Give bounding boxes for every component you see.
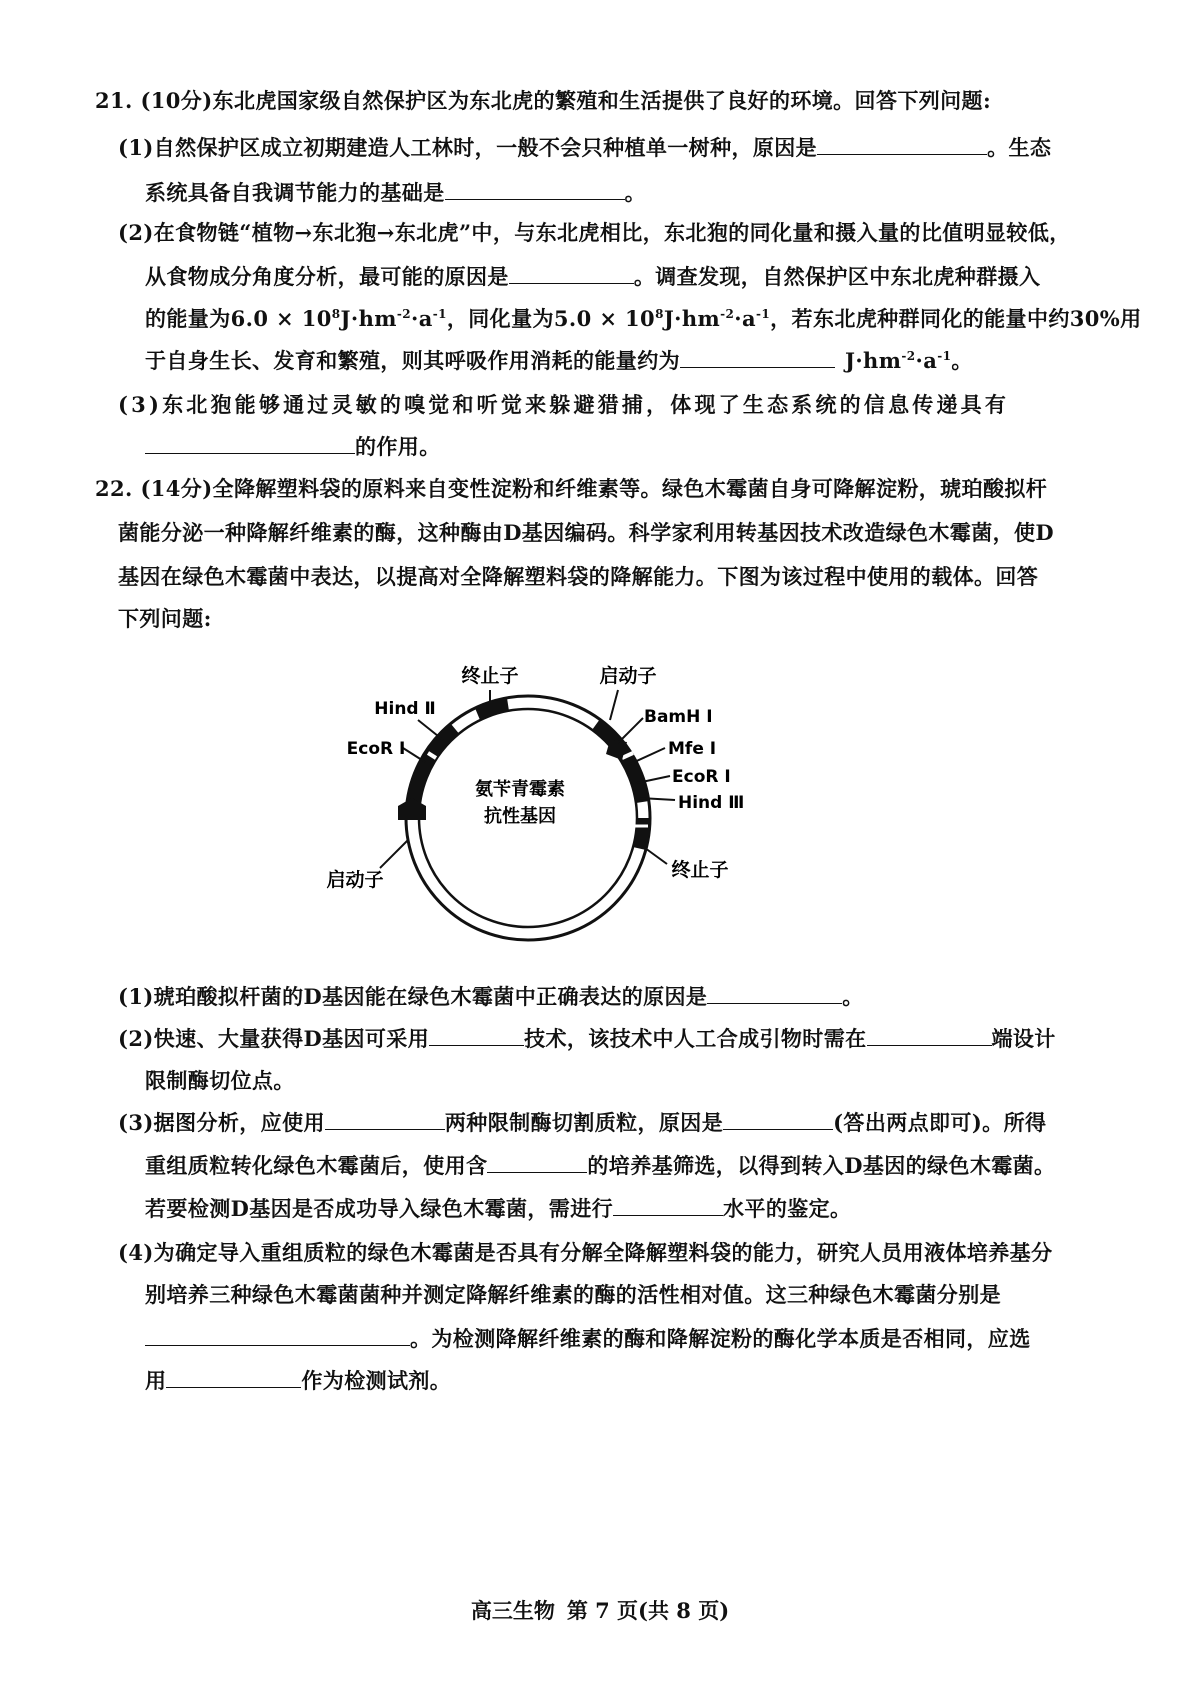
label-bamh1: BamH Ⅰ <box>644 707 713 727</box>
label-ampicillin-line2: 抗性基因 <box>484 806 556 827</box>
label-terminator-top: 终止子 <box>461 665 519 687</box>
label-terminator-right: 终止子 <box>671 859 729 881</box>
q22-part2-line2: 限制酶切位点。 <box>145 1068 295 1093</box>
label-ampicillin-line1: 氨苄青霉素 <box>475 779 565 800</box>
answer-blank[interactable] <box>145 435 355 454</box>
answer-blank[interactable] <box>867 1027 992 1046</box>
label-promoter-top: 启动子 <box>599 665 657 687</box>
q21-part1-line2: 系统具备自我调节能力的基础是 。 <box>145 180 647 205</box>
q21-part2-line1: (2)在食物链“植物→东北狍→东北虎”中，与东北虎相比，东北狍的同化量和摄入量的比值明显较低， <box>118 220 1071 245</box>
q22-part4-line1: (4)为确定导入重组质粒的绿色木霉菌是否具有分解全降解塑料袋的能力，研究人员用液体培养基分 <box>118 1240 1053 1265</box>
label-mfe1: Mfe Ⅰ <box>668 739 717 759</box>
footer-page-number: 第 7 页(共 8 页) <box>566 1598 730 1623</box>
q22-part3-line1: (3)据图分析，应使用 两种限制酶切割质粒，原因是 (答出两点即可)。所得 <box>118 1110 1047 1135</box>
plasmid-vector-diagram <box>300 650 820 980</box>
answer-blank[interactable] <box>723 1111 833 1130</box>
q22-intro-line3: 基因在绿色木霉菌中表达，以提高对全降解塑料袋的降解能力。下图为该过程中使用的载体。回答 <box>118 564 1039 589</box>
leader-line <box>403 748 425 762</box>
label-hind3: Hind Ⅲ <box>678 793 745 813</box>
q22-part4-line4: 用 作为检测试剂。 <box>145 1368 452 1393</box>
label-ecor1-left: EcoR Ⅰ <box>346 739 406 759</box>
q22-intro-line4: 下列问题: <box>118 606 212 631</box>
leader-line <box>418 720 443 740</box>
label-hind2: Hind Ⅱ <box>374 699 436 719</box>
answer-blank[interactable] <box>429 1027 524 1046</box>
answer-blank[interactable] <box>445 181 625 200</box>
answer-blank[interactable] <box>707 985 842 1004</box>
q21-title: 21. (10分)东北虎国家级自然保护区为东北虎的繁殖和生活提供了良好的环境。回答下列问题: <box>95 88 992 113</box>
q21-part2-line4: 于自身生长、发育和繁殖，则其呼吸作用消耗的能量约为 $J\cdot hm^{-2}\cdot a^{-1}$。 <box>145 348 973 373</box>
q21-part1-line1: (1)自然保护区成立初期建造人工林时，一般不会只种植单一树种，原因是 。生态 <box>118 135 1052 160</box>
left-promoter-arrow <box>398 798 426 820</box>
answer-blank[interactable] <box>680 349 835 368</box>
q22-intro-line1: 22. (14分)全降解塑料袋的原料来自变性淀粉和纤维素等。绿色木霉菌自身可降解淀粉，琥珀酸拟杆 <box>95 476 1048 501</box>
answer-blank[interactable] <box>145 1327 410 1346</box>
answer-blank[interactable] <box>325 1111 445 1130</box>
page-footer <box>0 1595 1200 1625</box>
label-promoter-left: 启动子 <box>326 869 384 891</box>
q22-part3-line3: 若要检测D基因是否成功导入绿色木霉菌，需进行 水平的鉴定。 <box>145 1196 852 1221</box>
answer-blank[interactable] <box>166 1369 301 1388</box>
leader-line <box>610 690 618 720</box>
answer-blank[interactable] <box>613 1197 723 1216</box>
answer-blank[interactable] <box>509 265 634 284</box>
q22-part4-line2: 别培养三种绿色木霉菌菌种并测定降解纤维素的酶的活性相对值。这三种绿色木霉菌分别是 <box>145 1282 1001 1307</box>
leader-line <box>380 840 408 868</box>
label-ecor1-right: EcoR Ⅰ <box>672 767 731 787</box>
answer-blank[interactable] <box>487 1154 587 1173</box>
q22-part4-line3: 。为检测降解纤维素的酶和降解淀粉的酶化学本质是否相同，应选 <box>145 1324 1031 1354</box>
q21-part2-line3: 的能量为$6.0 \times 10^8J\cdot hm^{-2}\cdot a^{-1}$，同化量为$5.0 \times 10^8J\cdot hm^{-2}\cdot a^{-1}$，若东北虎种群同化的能量中约30%用 <box>145 306 1142 331</box>
q21-part3-line2: 的作用。 <box>145 432 441 462</box>
answer-blank[interactable] <box>817 136 987 155</box>
q22-part2-line1: (2)快速、大量获得D基因可采用 技术，该技术中人工合成引物时需在 端设计 <box>118 1026 1056 1051</box>
leader-line <box>618 718 643 743</box>
footer-subject: 高三生物 <box>470 1598 555 1623</box>
q21-part2-line2: 从食物成分角度分析，最可能的原因是 。调查发现，自然保护区中东北虎种群摄入 <box>145 264 1041 289</box>
leader-line <box>645 848 667 864</box>
q22-part1: (1)琥珀酸拟杆菌的D基因能在绿色木霉菌中正确表达的原因是 。 <box>118 984 864 1009</box>
q22-part3-line2: 重组质粒转化绿色木霉菌后，使用含 的培养基筛选，以得到转入D基因的绿色木霉菌。 <box>145 1153 1056 1178</box>
q21-part3-line1: (3)东北狍能够通过灵敏的嗅觉和听觉来躲避猎捕，体现了生态系统的信息传递具有 <box>118 392 1010 417</box>
q22-intro-line2: 菌能分泌一种降解纤维素的酶，这种酶由D基因编码。科学家利用转基因技术改造绿色木霉菌，使D <box>118 520 1055 545</box>
